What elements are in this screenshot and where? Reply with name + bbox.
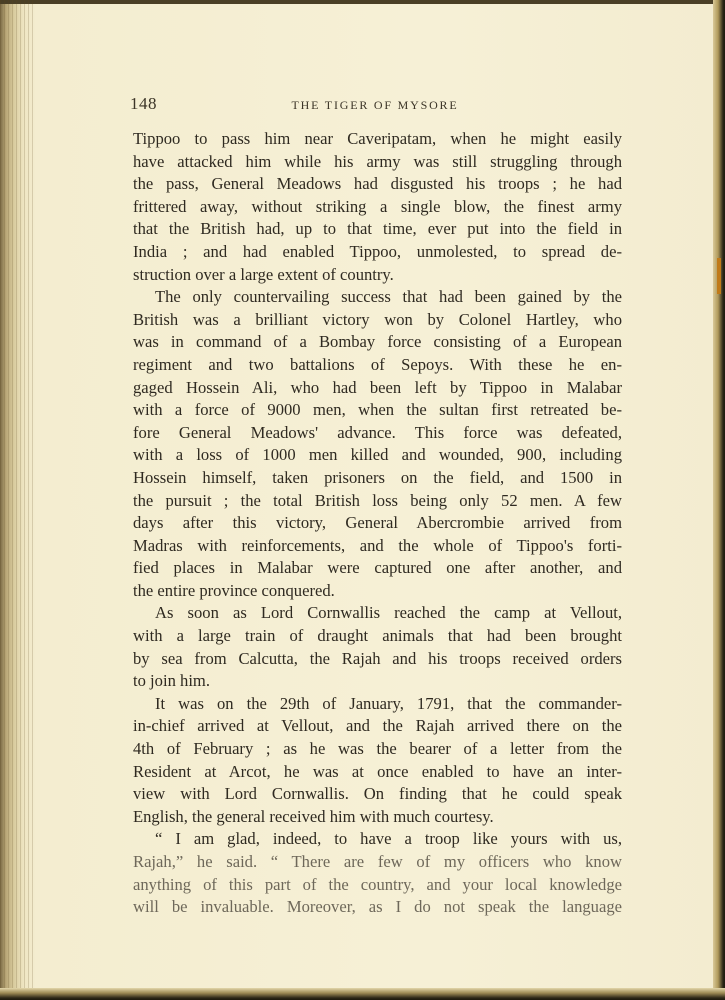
text-line: with a force of 9000 men, when the sultan first retreated be-	[133, 400, 622, 420]
text-line: days after this victory, General Abercrombie arrived from	[133, 513, 622, 533]
text-line: with a loss of 1000 men killed and wounded, 900, including	[133, 445, 622, 465]
text-line: the pass, General Meadows had disgusted his troops ; he had	[133, 174, 622, 194]
text-line: view with Lord Cornwallis. On finding that he could speak	[133, 784, 622, 804]
text-line: As soon as Lord Cornwallis reached the camp at Vellout,	[155, 603, 622, 623]
text-line: to join him.	[133, 671, 210, 691]
running-title: THE TIGER OF MYSORE	[291, 98, 459, 112]
body-text	[133, 128, 622, 919]
page-number: 148	[130, 94, 157, 113]
running-head	[130, 94, 620, 116]
text-line: in-chief arrived at Vellout, and the Rajah arrived there on the	[133, 716, 622, 736]
scan-right-edge	[713, 0, 725, 1000]
text-line: Hossein himself, taken prisoners on the field, and 1500 in	[133, 467, 622, 487]
text-line: Rajah,” he said. “ There are few of my officers who know	[133, 852, 622, 871]
page-binding-edge	[0, 0, 34, 1000]
text-line: gaged Hossein Ali, who had been left by Tippoo in Malabar	[133, 377, 622, 397]
text-line: English, the general received him with much courtesy.	[133, 806, 494, 826]
text-line: 4th of February ; as he was the bearer of a letter from the	[133, 739, 622, 759]
text-line: fore General Meadows' advance. This force was defeated,	[133, 422, 622, 442]
text-line: fied places in Malabar were captured one after another, and	[133, 558, 622, 578]
text-line: anything of this part of the country, and your local knowledge	[133, 874, 622, 894]
text-line: with a large train of draught animals that had been brought	[133, 626, 622, 646]
text-line: by sea from Calcutta, the Rajah and his troops received orders	[133, 648, 622, 668]
text-line: Resident at Arcot, he was at once enabled to have an inter-	[133, 761, 622, 781]
text-line: struction over a large extent of country.	[133, 264, 394, 284]
text-line: India ; and had enabled Tippoo, unmolested, to spread de-	[133, 241, 622, 261]
text-line: “ I am glad, indeed, to have a troop like yours with us,	[155, 829, 622, 849]
text-line: was in command of a Bombay force consisting of a European	[133, 332, 622, 352]
text-line: frittered away, without striking a single blow, the finest army	[133, 196, 622, 216]
text-line: Tippoo to pass him near Caveripatam, when he might easily	[133, 129, 622, 148]
text-line: It was on the 29th of January, 1791, that the commander-	[155, 693, 622, 713]
text-line: The only countervailing success that had been gained by the	[155, 287, 622, 307]
text-line: that the British had, up to that time, ever put into the field in	[133, 219, 622, 239]
scan-bottom-edge	[0, 988, 725, 1000]
scan-top-edge	[0, 0, 725, 4]
text-line: British was a brilliant victory won by Colonel Hartley, who	[133, 309, 622, 329]
page-edge-mark	[717, 258, 721, 294]
text-line: the entire province conquered.	[133, 580, 335, 600]
text-line: will be invaluable. Moreover, as I do not speak the language	[133, 897, 622, 917]
text-line: Madras with reinforcements, and the whole of Tippoo's forti-	[133, 535, 622, 555]
text-line: regiment and two battalions of Sepoys. With these he en-	[133, 354, 622, 374]
text-line: the pursuit ; the total British loss being only 52 men. A few	[133, 490, 622, 510]
text-line: have attacked him while his army was still struggling through	[133, 151, 622, 171]
